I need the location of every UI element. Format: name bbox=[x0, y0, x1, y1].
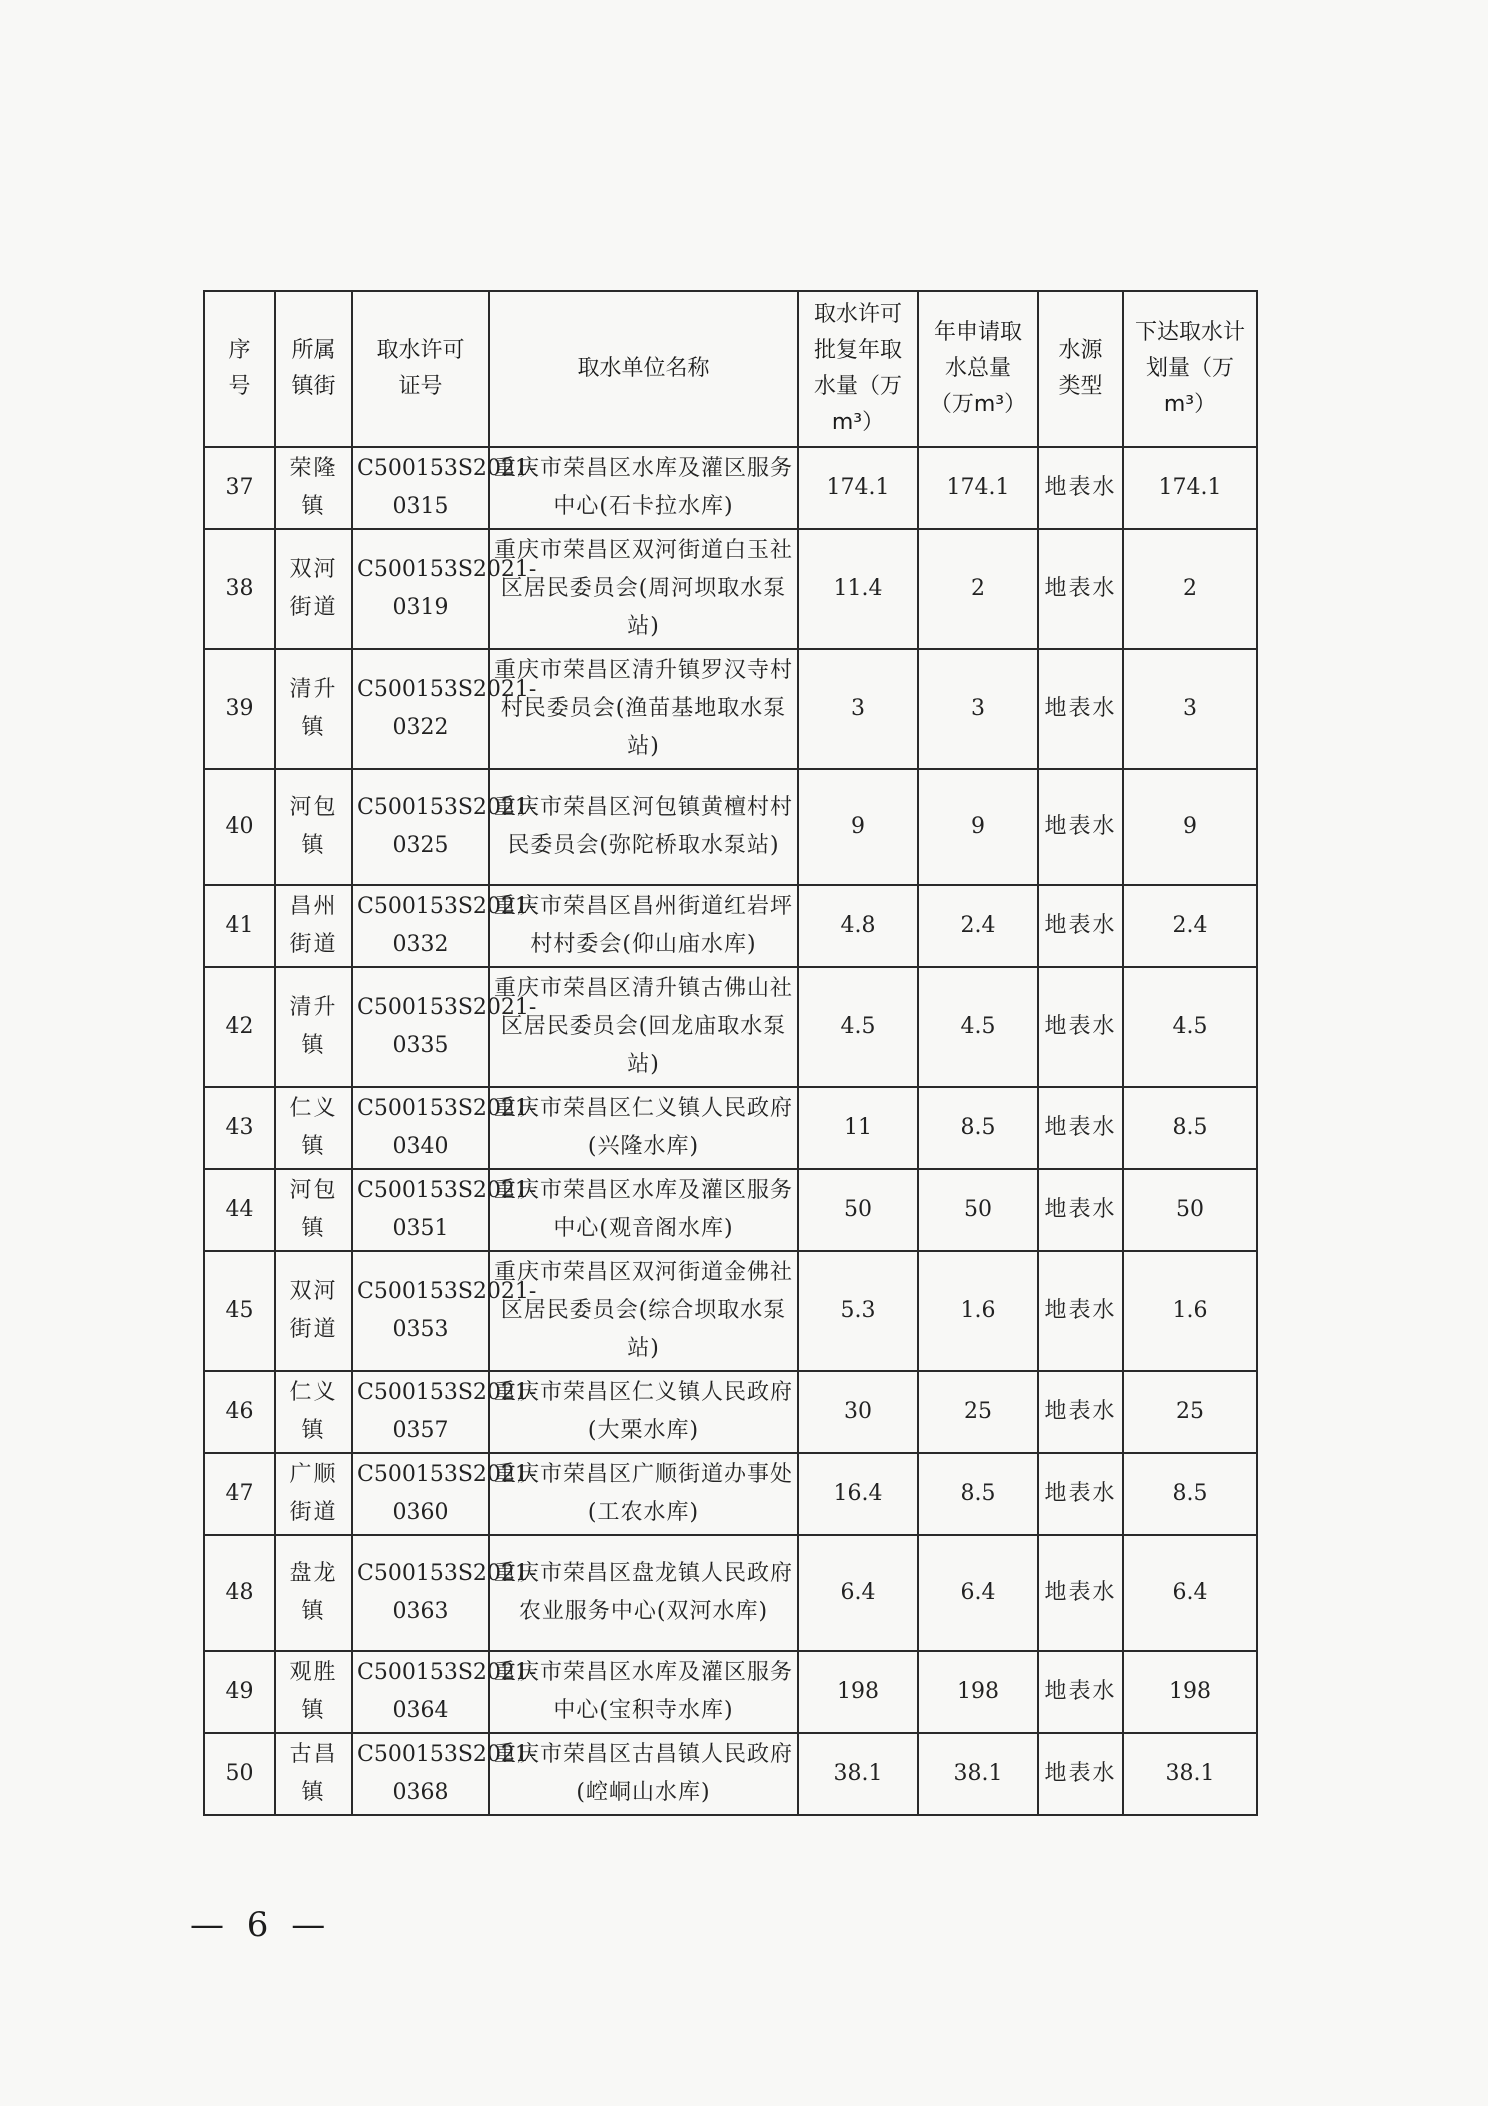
cell-source: 地表水 bbox=[1038, 1169, 1123, 1251]
cell-town: 荣隆镇 bbox=[275, 447, 352, 529]
cell-applied: 1.6 bbox=[918, 1251, 1038, 1371]
cell-plan: 2.4 bbox=[1123, 885, 1257, 967]
water-permit-table bbox=[203, 290, 1258, 1816]
header-permit: 取水许可证号 bbox=[352, 291, 489, 447]
cell-no: 47 bbox=[204, 1453, 275, 1535]
cell-unit: 重庆市荣昌区双河街道金佛社区居民委员会(综合坝取水泵站) bbox=[489, 1251, 798, 1371]
cell-town: 古昌镇 bbox=[275, 1733, 352, 1815]
cell-plan: 8.5 bbox=[1123, 1087, 1257, 1169]
table-row bbox=[204, 1371, 1257, 1453]
cell-plan: 9 bbox=[1123, 769, 1257, 885]
cell-permit: C500153S2021-0315 bbox=[352, 447, 489, 529]
table-row bbox=[204, 649, 1257, 769]
cell-permit: C500153S2021-0360 bbox=[352, 1453, 489, 1535]
cell-applied: 8.5 bbox=[918, 1453, 1038, 1535]
cell-applied: 174.1 bbox=[918, 447, 1038, 529]
header-town: 所属镇街 bbox=[275, 291, 352, 447]
cell-source: 地表水 bbox=[1038, 649, 1123, 769]
cell-applied: 3 bbox=[918, 649, 1038, 769]
table-row bbox=[204, 1733, 1257, 1815]
cell-applied: 8.5 bbox=[918, 1087, 1038, 1169]
cell-town: 观胜镇 bbox=[275, 1651, 352, 1733]
table-row bbox=[204, 1535, 1257, 1651]
cell-plan: 2 bbox=[1123, 529, 1257, 649]
cell-plan: 6.4 bbox=[1123, 1535, 1257, 1651]
cell-plan: 1.6 bbox=[1123, 1251, 1257, 1371]
cell-town: 双河街道 bbox=[275, 1251, 352, 1371]
cell-approved: 11.4 bbox=[798, 529, 918, 649]
cell-source: 地表水 bbox=[1038, 1535, 1123, 1651]
cell-unit: 重庆市荣昌区水库及灌区服务中心(宝积寺水库) bbox=[489, 1651, 798, 1733]
table-row bbox=[204, 769, 1257, 885]
cell-permit: C500153S2021-0322 bbox=[352, 649, 489, 769]
cell-plan: 3 bbox=[1123, 649, 1257, 769]
cell-no: 44 bbox=[204, 1169, 275, 1251]
cell-approved: 198 bbox=[798, 1651, 918, 1733]
cell-no: 45 bbox=[204, 1251, 275, 1371]
cell-town: 清升镇 bbox=[275, 649, 352, 769]
cell-plan: 50 bbox=[1123, 1169, 1257, 1251]
cell-no: 48 bbox=[204, 1535, 275, 1651]
cell-source: 地表水 bbox=[1038, 885, 1123, 967]
cell-permit: C500153S2021-0332 bbox=[352, 885, 489, 967]
cell-no: 39 bbox=[204, 649, 275, 769]
table-row bbox=[204, 1651, 1257, 1733]
cell-town: 盘龙镇 bbox=[275, 1535, 352, 1651]
cell-source: 地表水 bbox=[1038, 1733, 1123, 1815]
cell-no: 43 bbox=[204, 1087, 275, 1169]
cell-applied: 25 bbox=[918, 1371, 1038, 1453]
cell-approved: 38.1 bbox=[798, 1733, 918, 1815]
cell-approved: 50 bbox=[798, 1169, 918, 1251]
cell-town: 河包镇 bbox=[275, 769, 352, 885]
cell-applied: 198 bbox=[918, 1651, 1038, 1733]
cell-applied: 4.5 bbox=[918, 967, 1038, 1087]
cell-permit: C500153S2021-0357 bbox=[352, 1371, 489, 1453]
cell-source: 地表水 bbox=[1038, 769, 1123, 885]
cell-applied: 2.4 bbox=[918, 885, 1038, 967]
cell-no: 41 bbox=[204, 885, 275, 967]
cell-unit: 重庆市荣昌区水库及灌区服务中心(石卡拉水库) bbox=[489, 447, 798, 529]
cell-permit: C500153S2021-0335 bbox=[352, 967, 489, 1087]
page-number: — 6 — bbox=[190, 1905, 332, 1945]
cell-permit: C500153S2021-0351 bbox=[352, 1169, 489, 1251]
cell-approved: 4.8 bbox=[798, 885, 918, 967]
cell-source: 地表水 bbox=[1038, 967, 1123, 1087]
cell-applied: 38.1 bbox=[918, 1733, 1038, 1815]
cell-permit: C500153S2021-0364 bbox=[352, 1651, 489, 1733]
cell-unit: 重庆市荣昌区清升镇罗汉寺村村民委员会(渔苗基地取水泵站) bbox=[489, 649, 798, 769]
cell-plan: 198 bbox=[1123, 1651, 1257, 1733]
table-row bbox=[204, 885, 1257, 967]
table-row bbox=[204, 967, 1257, 1087]
cell-unit: 重庆市荣昌区古昌镇人民政府(崆峒山水库) bbox=[489, 1733, 798, 1815]
cell-approved: 174.1 bbox=[798, 447, 918, 529]
header-plan: 下达取水计划量（万m³） bbox=[1123, 291, 1257, 447]
cell-no: 50 bbox=[204, 1733, 275, 1815]
cell-permit: C500153S2021-0363 bbox=[352, 1535, 489, 1651]
cell-plan: 174.1 bbox=[1123, 447, 1257, 529]
cell-town: 仁义镇 bbox=[275, 1371, 352, 1453]
cell-town: 广顺街道 bbox=[275, 1453, 352, 1535]
table-row bbox=[204, 529, 1257, 649]
table-row bbox=[204, 1251, 1257, 1371]
cell-permit: C500153S2021-0368 bbox=[352, 1733, 489, 1815]
cell-permit: C500153S2021-0353 bbox=[352, 1251, 489, 1371]
header-applied: 年申请取水总量（万m³） bbox=[918, 291, 1038, 447]
cell-source: 地表水 bbox=[1038, 447, 1123, 529]
header-no: 序号 bbox=[204, 291, 275, 447]
cell-applied: 9 bbox=[918, 769, 1038, 885]
cell-no: 49 bbox=[204, 1651, 275, 1733]
cell-source: 地表水 bbox=[1038, 1651, 1123, 1733]
cell-no: 38 bbox=[204, 529, 275, 649]
cell-unit: 重庆市荣昌区昌州街道红岩坪村村委会(仰山庙水库) bbox=[489, 885, 798, 967]
cell-unit: 重庆市荣昌区河包镇黄檀村村民委员会(弥陀桥取水泵站) bbox=[489, 769, 798, 885]
cell-no: 46 bbox=[204, 1371, 275, 1453]
cell-plan: 38.1 bbox=[1123, 1733, 1257, 1815]
cell-source: 地表水 bbox=[1038, 1087, 1123, 1169]
cell-approved: 3 bbox=[798, 649, 918, 769]
table-header-row bbox=[204, 291, 1257, 447]
cell-unit: 重庆市荣昌区清升镇古佛山社区居民委员会(回龙庙取水泵站) bbox=[489, 967, 798, 1087]
cell-town: 仁义镇 bbox=[275, 1087, 352, 1169]
cell-applied: 50 bbox=[918, 1169, 1038, 1251]
cell-applied: 6.4 bbox=[918, 1535, 1038, 1651]
cell-approved: 30 bbox=[798, 1371, 918, 1453]
table-row bbox=[204, 447, 1257, 529]
cell-unit: 重庆市荣昌区水库及灌区服务中心(观音阁水库) bbox=[489, 1169, 798, 1251]
cell-permit: C500153S2021-0325 bbox=[352, 769, 489, 885]
cell-source: 地表水 bbox=[1038, 1251, 1123, 1371]
cell-unit: 重庆市荣昌区双河街道白玉社区居民委员会(周河坝取水泵站) bbox=[489, 529, 798, 649]
table-row bbox=[204, 1169, 1257, 1251]
cell-unit: 重庆市荣昌区仁义镇人民政府(大栗水库) bbox=[489, 1371, 798, 1453]
cell-approved: 5.3 bbox=[798, 1251, 918, 1371]
cell-approved: 4.5 bbox=[798, 967, 918, 1087]
cell-unit: 重庆市荣昌区仁义镇人民政府(兴隆水库) bbox=[489, 1087, 798, 1169]
cell-town: 河包镇 bbox=[275, 1169, 352, 1251]
cell-source: 地表水 bbox=[1038, 1371, 1123, 1453]
cell-approved: 6.4 bbox=[798, 1535, 918, 1651]
cell-source: 地表水 bbox=[1038, 529, 1123, 649]
cell-unit: 重庆市荣昌区盘龙镇人民政府农业服务中心(双河水库) bbox=[489, 1535, 798, 1651]
header-approved: 取水许可批复年取水量（万m³） bbox=[798, 291, 918, 447]
cell-approved: 16.4 bbox=[798, 1453, 918, 1535]
cell-source: 地表水 bbox=[1038, 1453, 1123, 1535]
cell-no: 37 bbox=[204, 447, 275, 529]
cell-town: 昌州街道 bbox=[275, 885, 352, 967]
cell-applied: 2 bbox=[918, 529, 1038, 649]
cell-no: 42 bbox=[204, 967, 275, 1087]
cell-permit: C500153S2021-0319 bbox=[352, 529, 489, 649]
cell-plan: 25 bbox=[1123, 1371, 1257, 1453]
cell-no: 40 bbox=[204, 769, 275, 885]
cell-town: 清升镇 bbox=[275, 967, 352, 1087]
cell-plan: 8.5 bbox=[1123, 1453, 1257, 1535]
cell-town: 双河街道 bbox=[275, 529, 352, 649]
table-row bbox=[204, 1453, 1257, 1535]
cell-approved: 9 bbox=[798, 769, 918, 885]
table-row bbox=[204, 1087, 1257, 1169]
cell-plan: 4.5 bbox=[1123, 967, 1257, 1087]
header-unit: 取水单位名称 bbox=[489, 291, 798, 447]
cell-unit: 重庆市荣昌区广顺街道办事处(工农水库) bbox=[489, 1453, 798, 1535]
cell-permit: C500153S2021-0340 bbox=[352, 1087, 489, 1169]
cell-approved: 11 bbox=[798, 1087, 918, 1169]
header-source: 水源类型 bbox=[1038, 291, 1123, 447]
